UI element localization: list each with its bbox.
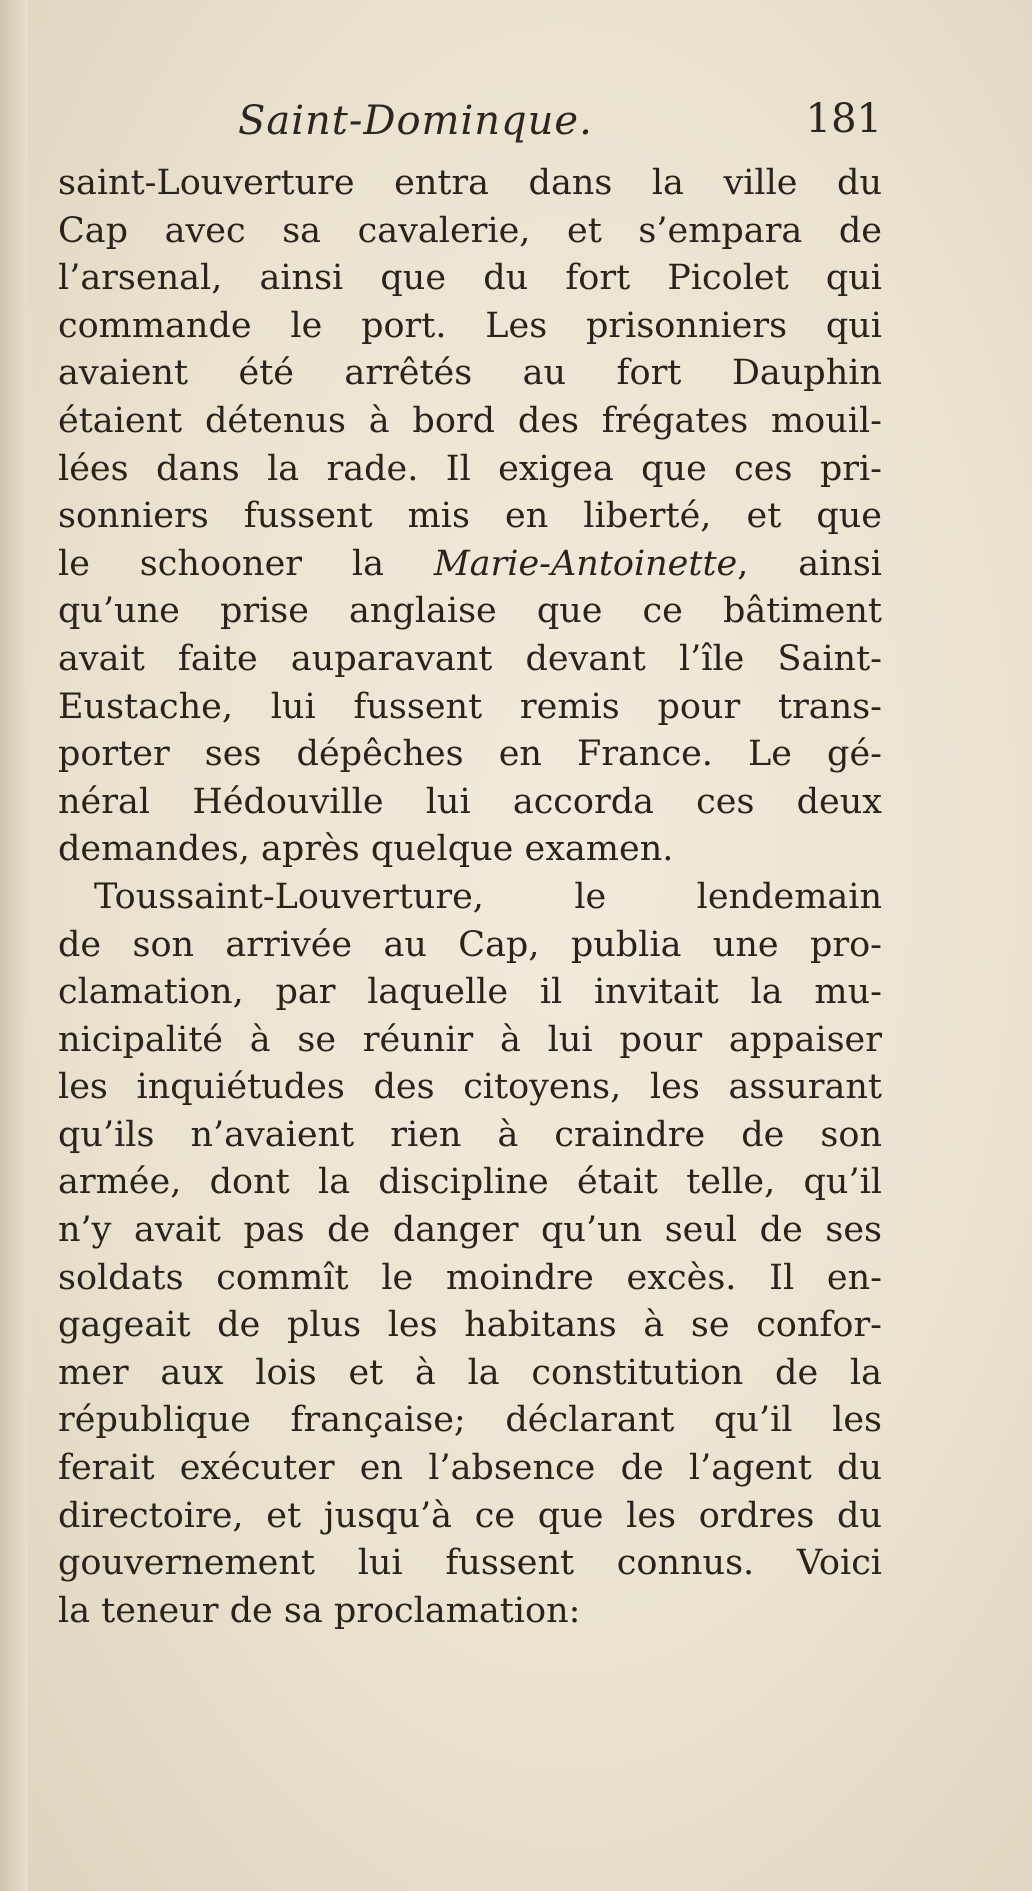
ship-name: Marie-Antoinette (433, 543, 738, 584)
text-line: Cap avec sa cavalerie, et s’empara de (58, 210, 882, 251)
running-head-title: Saint-Dominque. (238, 98, 593, 144)
body-text (58, 160, 882, 1635)
text-line: avaient été arrêtés au fort Dauphin (58, 353, 882, 394)
text-line: directoire, et jusqu’à ce que les ordres du (58, 1495, 882, 1536)
text-line: nicipalité à se réunir à lui pour appaiser (58, 1019, 882, 1060)
running-head (60, 92, 882, 152)
text-line: ferait exécuter en l’absence de l’agent du (58, 1448, 882, 1489)
text-line: gouvernement lui fussent connus. Voici (58, 1543, 882, 1584)
text-line: avait faite auparavant devant l’île Saint- (58, 638, 882, 679)
text-line: sonniers fussent mis en liberté, et que (58, 496, 882, 537)
text-line: n’y avait pas de danger qu’un seul de ses (58, 1210, 882, 1251)
text-line: république française; déclarant qu’il les (58, 1400, 882, 1441)
text-line: saint-Louverture entra dans la ville du (58, 163, 882, 203)
text-line: soldats commît le moindre excès. Il en- (58, 1257, 882, 1298)
text-line: néral Hédouville lui accorda ces deux (58, 781, 882, 822)
page-number: 181 (805, 96, 882, 142)
text-line: clamation, par laquelle il invitait la mu- (58, 972, 882, 1013)
text-line: armée, dont la discipline était telle, qu’il (58, 1162, 882, 1203)
text-line: lées dans la rade. Il exigea que ces pri- (58, 448, 882, 489)
text-line: mer aux lois et à la constitution de la (58, 1352, 882, 1393)
text-line: l’arsenal, ainsi que du fort Picolet qui (58, 258, 882, 299)
text-line (58, 541, 882, 589)
text-line: qu’ils n’avaient rien à craindre de son (58, 1114, 882, 1155)
text-line: demandes, après quelque examen. (58, 829, 674, 870)
text-line: Eustache, lui fussent remis pour trans- (58, 686, 882, 727)
text-line: la teneur de sa proclamation: (58, 1590, 581, 1631)
text-line: commande le port. Les prisonniers qui (58, 305, 882, 346)
text-run: , ainsi (737, 543, 883, 584)
text-line: de son arrivée au Cap, publia une pro- (58, 924, 882, 965)
text-line: porter ses dépêches en France. Le gé- (58, 734, 882, 775)
text-line: qu’une prise anglaise que ce bâtiment (58, 591, 882, 632)
text-run: le schooner la (58, 543, 434, 584)
page-gutter (0, 0, 28, 1891)
text-line: Toussaint-Louverture, le lendemain (94, 876, 882, 917)
text-line: étaient détenus à bord des frégates mouil- (58, 400, 882, 441)
text-line: gageait de plus les habitans à se confor- (58, 1305, 882, 1346)
text-line: les inquiétudes des citoyens, les assurant (58, 1067, 882, 1108)
